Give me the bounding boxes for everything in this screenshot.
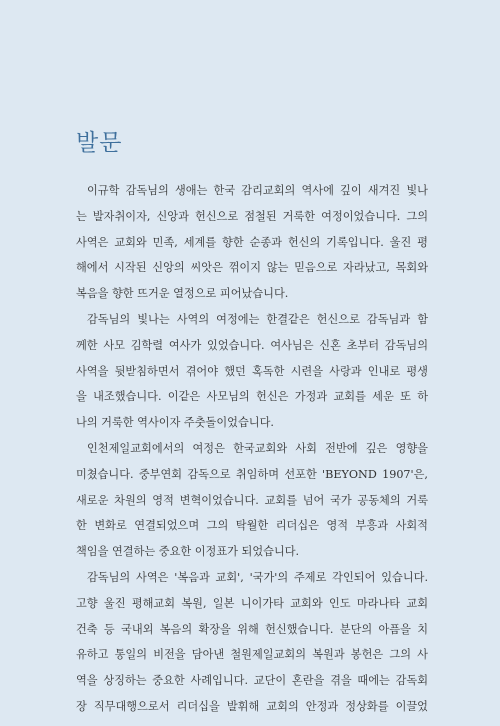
text-line: 사역을 뒷받침하면서 겪어야 했던 혹독한 시련을 사랑과 인내로 평생 — [76, 364, 428, 378]
text-line: 장 직무대행으로서 리더십을 발휘해 교회의 안정과 정상화를 이끌었 — [76, 699, 428, 713]
text-line: 사역은 교회와 민족, 세계를 향한 순종과 헌신의 기록입니다. 울진 평 — [76, 235, 428, 249]
text-line: 감독님의 사역은 '복음과 교회', '국가'의 주제로 각인되어 있습니다. — [87, 570, 428, 584]
text-line: 건축 등 국내외 복음의 확장을 위해 헌신했습니다. 분단의 아픔을 치 — [76, 622, 428, 636]
text-line: 께한 사모 김학렬 여사가 있었습니다. 여사님은 신혼 초부터 감독님의 — [76, 338, 428, 352]
text-line: 이규학 감독님의 생애는 한국 감리교회의 역사에 깊이 새겨진 빛나 — [87, 184, 428, 197]
text-line: 미쳤습니다. 중부연회 감독으로 취임하며 선포한 'BEYOND 1907'은, — [76, 467, 428, 481]
text-line: 고향 울진 평해교회 복원, 일본 니이가타 교회와 인도 마라나타 교회 — [76, 596, 428, 610]
text-line: 새로운 차원의 영적 변혁이었습니다. 교회를 넘어 국가 공동체의 거룩 — [76, 493, 428, 507]
text-line: 나의 거룩한 역사이자 주춧돌이었습니다. — [76, 416, 274, 430]
text-line: 감독님의 빛나는 사역의 여정에는 한결같은 헌신으로 감독님과 함 — [87, 312, 428, 326]
text-line: 는 발자취이자, 신앙과 헌신으로 점철된 거룩한 여정이었습니다. 그의 — [76, 209, 428, 223]
text-line: 해에서 시작된 신앙의 씨앗은 꺾이지 않는 믿음으로 자라났고, 목회와 — [76, 261, 428, 275]
page-title: 발문 — [76, 130, 123, 156]
paragraph-4 — [76, 565, 428, 720]
text-line: 인천제일교회에서의 여정은 한국교회와 사회 전반에 깊은 영향을 — [87, 441, 428, 455]
text-line: 역을 상징하는 중요한 사례입니다. 교단이 혼란을 겪을 때에는 감독회 — [76, 674, 428, 688]
body-text — [76, 178, 428, 720]
text-line: 을 내조했습니다. 이같은 사모님의 헌신은 가정과 교회를 세운 또 하 — [76, 390, 428, 404]
text-line: 책임을 연결하는 중요한 이정표가 되었습니다. — [76, 545, 300, 559]
paragraph-3 — [76, 436, 428, 565]
text-line: 한 변화로 연결되었으며 그의 탁월한 리더십은 영적 부흥과 사회적 — [76, 519, 428, 533]
paragraph-1 — [76, 178, 428, 307]
paragraph-2 — [76, 307, 428, 436]
text-line: 복음을 향한 뜨거운 열정으로 피어났습니다. — [76, 287, 289, 301]
text-line: 유하고 통일의 비전을 담아낸 철원제일교회의 복원과 봉헌은 그의 사 — [76, 648, 428, 662]
